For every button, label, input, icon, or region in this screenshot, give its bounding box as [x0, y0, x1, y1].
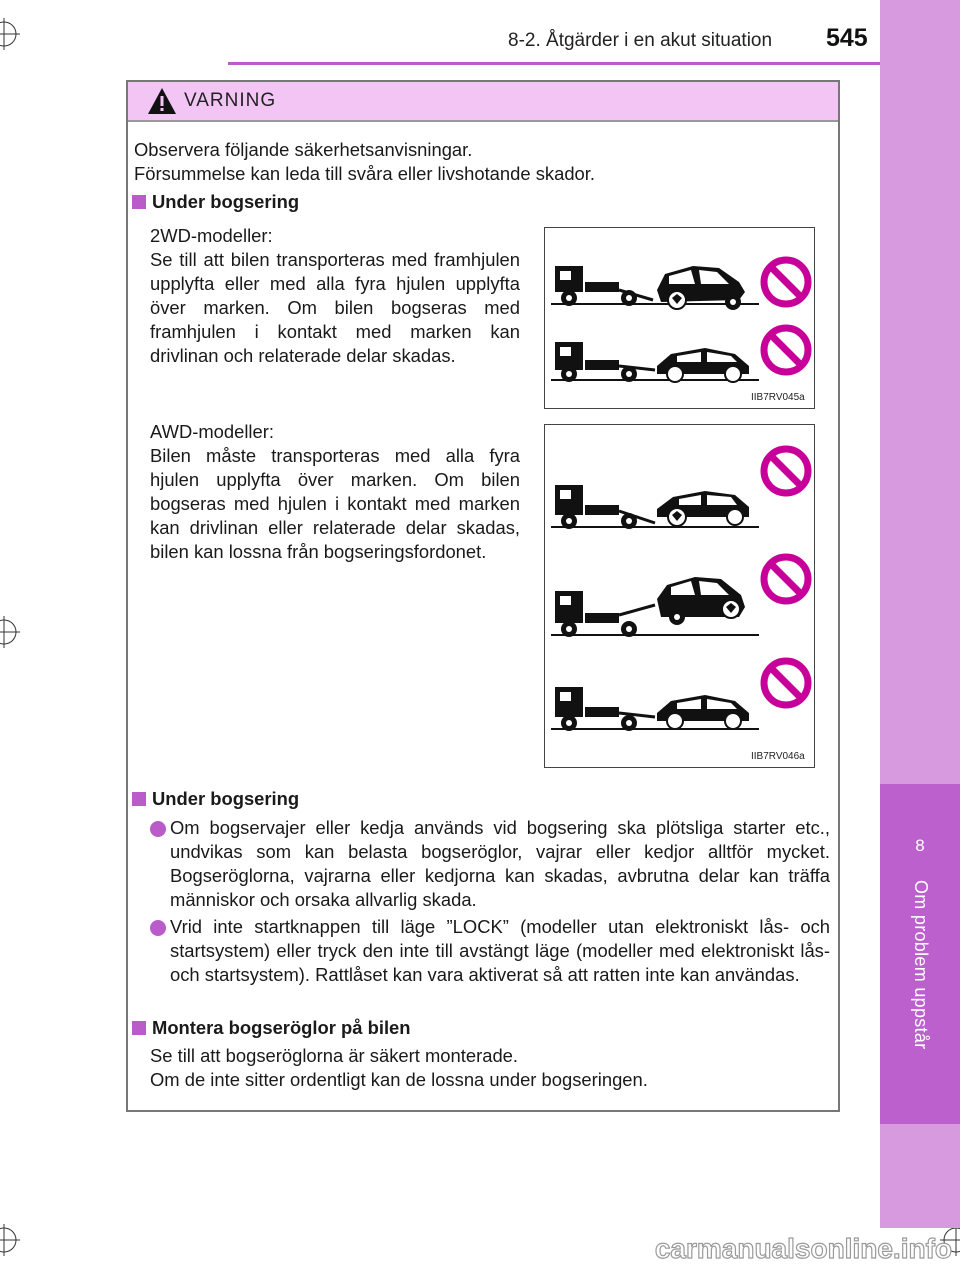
- figure-code-2: IIB7RV046a: [751, 751, 805, 762]
- header-rule: [228, 62, 880, 65]
- awd-row-3: [551, 661, 808, 731]
- towing-illustration-awd: [544, 424, 815, 768]
- warning-title: VARNING: [184, 90, 277, 111]
- square-bullet-icon: [132, 1021, 146, 1035]
- page-number: 545: [826, 24, 868, 52]
- registration-mark-middle-left: [0, 614, 36, 650]
- section-title: 8-2. Åtgärder i en akut situation: [508, 30, 773, 51]
- eyelet-line-1: Se till att bogseröglorna är säkert monterade.: [150, 1045, 519, 1066]
- awd-label: AWD-modeller:: [150, 421, 274, 442]
- awd-row-1: [551, 449, 808, 529]
- twowd-text: Se till att bilen transporteras med framhjulen upplyfta eller med alla fyra hjulen upplyfta över marken. Om bilen bogseras med framhjulen i kontakt med marken kan drivlinan och relaterade delar skadas.: [150, 249, 520, 366]
- section-heading-towing-1: Under bogsering: [132, 190, 299, 214]
- awd-text: Bilen måste transporteras med alla fyra hjulen upplyfta över marken. Om bilen bogseras med hjulen i kontakt med marken kan drivlinan eller relaterade delar skadas, bilen kan lossna från bogseringsfordonet.: [150, 445, 520, 562]
- square-bullet-icon: [132, 195, 146, 209]
- tow-row-2: [551, 328, 808, 382]
- chapter-title: Om problem uppstår: [911, 880, 931, 1050]
- bullet-start-button: Vrid inte startknappen till läge ”LOCK” (modeller utan elektroniskt lås- och startsystem) eller tryck den inte till avstängt läge (modeller med elektroniskt lås- och startsystem). Rattlåset kan vara aktiverat så att ratten inte kan användas.: [170, 916, 830, 985]
- bullet-dot-icon: [150, 920, 166, 936]
- footer-watermark: [596, 1232, 956, 1264]
- warning-header: [128, 82, 838, 122]
- tow-row-1: [551, 260, 808, 310]
- tow-truck-drawing: [545, 228, 814, 408]
- square-bullet-icon: [132, 792, 146, 806]
- registration-mark-bottom-left: [0, 1222, 36, 1258]
- tow-truck-drawing-awd: [545, 425, 814, 767]
- warning-box: [126, 80, 840, 1112]
- figure-code-1: IIB7RV045a: [751, 392, 805, 403]
- bullet-dot-icon: [150, 821, 166, 837]
- eyelet-line-2: Om de inte sitter ordentligt kan de lossna under bogseringen.: [150, 1069, 648, 1090]
- towing-illustration-2wd: [544, 227, 815, 409]
- warning-triangle-icon: [146, 86, 178, 116]
- awd-row-2: [551, 557, 808, 637]
- bullet-towing-cable: Om bogservajer eller kedja används vid bogsering ska plötsliga starter etc., undvikas som kan belasta bogseröglor, vajrar eller kedjor alltför mycket. Bogseröglorna, vajrarna eller kedjorna kan skadas, avbrutna delar kan träffa människor och orsaka allvarlig skada.: [170, 817, 830, 910]
- registration-mark-top-left: [0, 16, 36, 52]
- twowd-label: 2WD-modeller:: [150, 225, 273, 246]
- section-heading-tow-eyelets: Montera bogseröglor på bilen: [132, 1016, 411, 1040]
- intro-line-1: Observera följande säkerhetsanvisningar.: [134, 139, 473, 160]
- watermark-text: carmanualsonline.info: [654, 1233, 952, 1264]
- section-heading-towing-2: Under bogsering: [132, 787, 299, 811]
- intro-line-2: Försummelse kan leda till svåra eller livshotande skador.: [134, 163, 595, 184]
- chapter-number: 8: [915, 836, 925, 855]
